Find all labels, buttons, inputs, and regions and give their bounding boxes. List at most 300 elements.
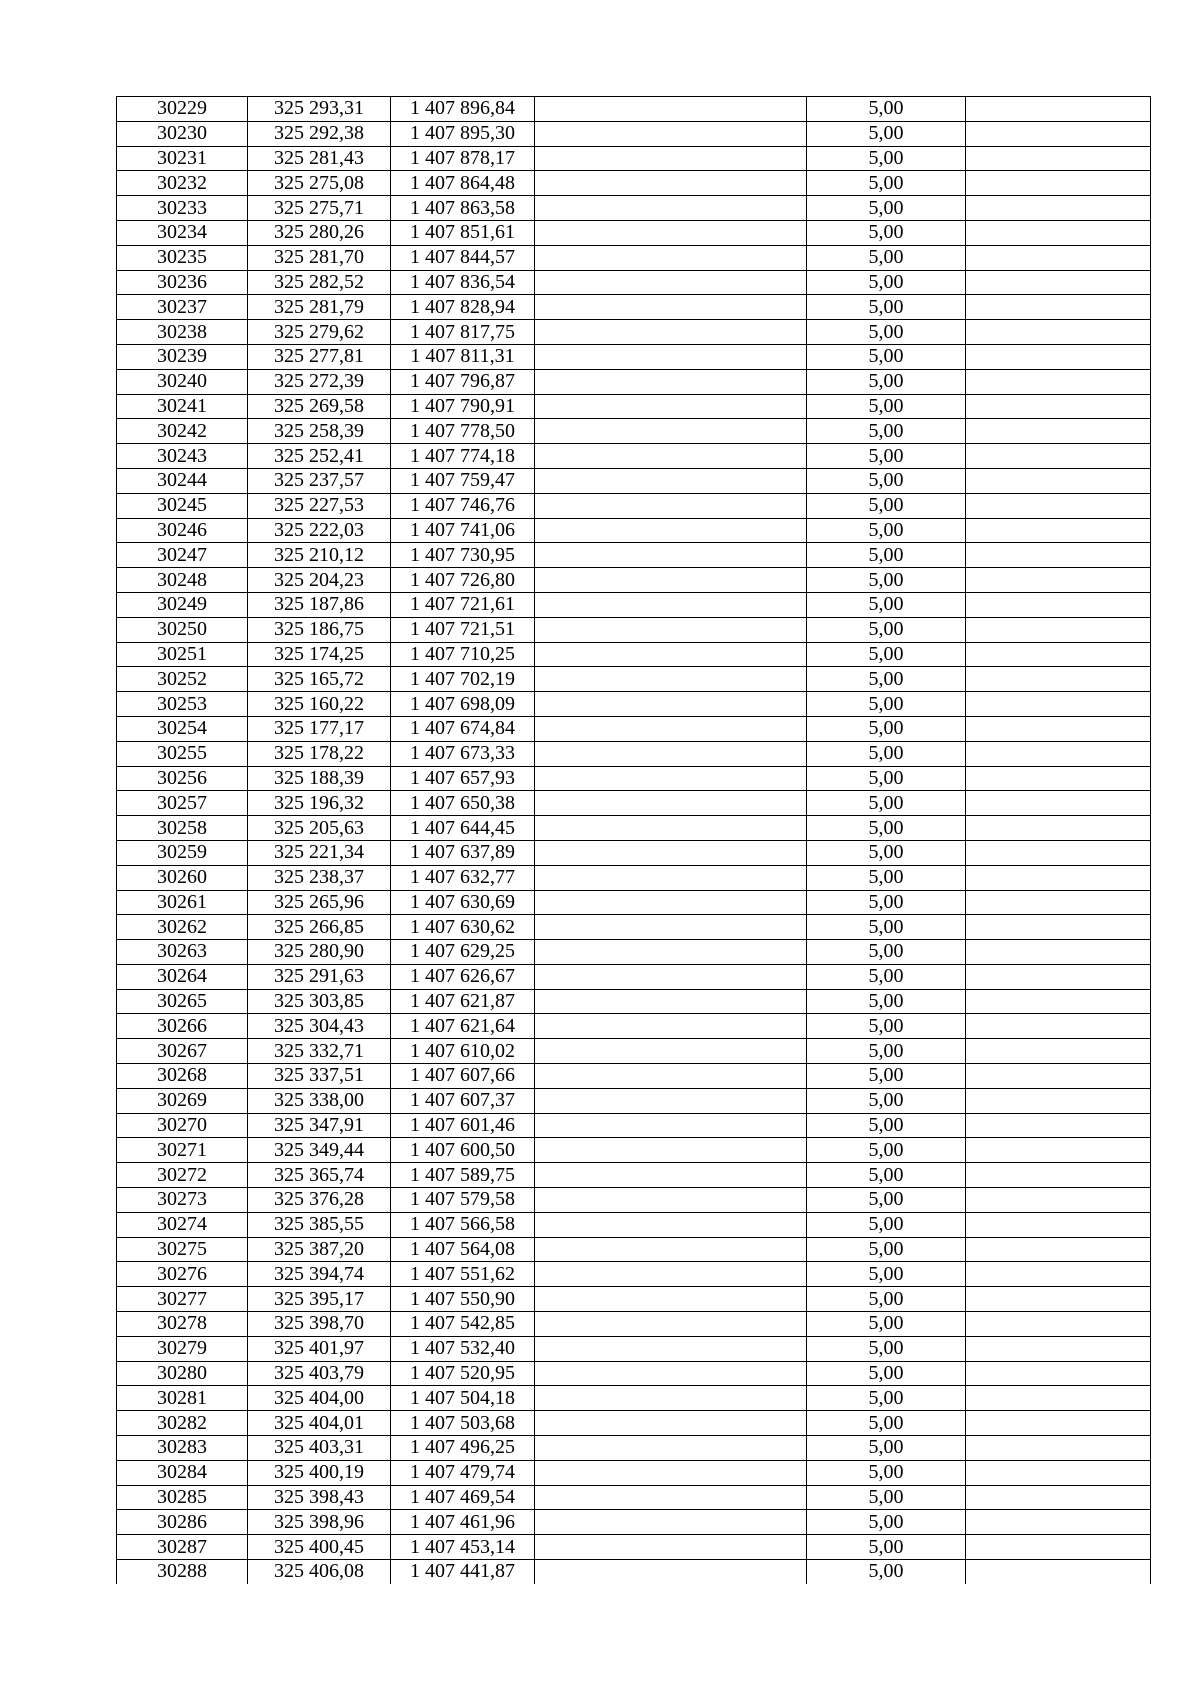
width-value-cell: 5,00 bbox=[807, 1113, 966, 1138]
table-row bbox=[117, 1212, 1151, 1237]
table-row bbox=[117, 642, 1151, 667]
y-coordinate-cell: 1 407 730,95 bbox=[391, 543, 535, 568]
x-coordinate-cell: 325 282,52 bbox=[248, 270, 391, 295]
table-row bbox=[117, 667, 1151, 692]
y-coordinate-cell: 1 407 637,89 bbox=[391, 840, 535, 865]
x-coordinate-cell: 325 400,45 bbox=[248, 1535, 391, 1560]
table-row bbox=[117, 890, 1151, 915]
width-value-cell: 5,00 bbox=[807, 1436, 966, 1461]
table-row bbox=[117, 369, 1151, 394]
x-coordinate-cell: 325 398,96 bbox=[248, 1510, 391, 1535]
empty-cell bbox=[535, 543, 807, 568]
table-row bbox=[117, 171, 1151, 196]
point-number-cell: 30277 bbox=[117, 1287, 248, 1312]
note-cell bbox=[966, 964, 1151, 989]
y-coordinate-cell: 1 407 520,95 bbox=[391, 1361, 535, 1386]
point-number-cell: 30251 bbox=[117, 642, 248, 667]
y-coordinate-cell: 1 407 673,33 bbox=[391, 741, 535, 766]
empty-cell bbox=[535, 1460, 807, 1485]
note-cell bbox=[966, 716, 1151, 741]
y-coordinate-cell: 1 407 726,80 bbox=[391, 568, 535, 593]
y-coordinate-cell: 1 407 702,19 bbox=[391, 667, 535, 692]
x-coordinate-cell: 325 337,51 bbox=[248, 1064, 391, 1089]
point-number-cell: 30273 bbox=[117, 1188, 248, 1213]
y-coordinate-cell: 1 407 453,14 bbox=[391, 1535, 535, 1560]
y-coordinate-cell: 1 407 741,06 bbox=[391, 518, 535, 543]
empty-cell bbox=[535, 667, 807, 692]
y-coordinate-cell: 1 407 774,18 bbox=[391, 444, 535, 469]
point-number-cell: 30271 bbox=[117, 1138, 248, 1163]
x-coordinate-cell: 325 338,00 bbox=[248, 1088, 391, 1113]
note-cell bbox=[966, 1014, 1151, 1039]
note-cell bbox=[966, 989, 1151, 1014]
point-number-cell: 30230 bbox=[117, 121, 248, 146]
table-row bbox=[117, 1014, 1151, 1039]
y-coordinate-cell: 1 407 621,87 bbox=[391, 989, 535, 1014]
empty-cell bbox=[535, 1386, 807, 1411]
y-coordinate-cell: 1 407 621,64 bbox=[391, 1014, 535, 1039]
width-value-cell: 5,00 bbox=[807, 692, 966, 717]
empty-cell bbox=[535, 1138, 807, 1163]
point-number-cell: 30239 bbox=[117, 344, 248, 369]
table-row bbox=[117, 915, 1151, 940]
y-coordinate-cell: 1 407 550,90 bbox=[391, 1287, 535, 1312]
width-value-cell: 5,00 bbox=[807, 940, 966, 965]
point-number-cell: 30281 bbox=[117, 1386, 248, 1411]
y-coordinate-cell: 1 407 600,50 bbox=[391, 1138, 535, 1163]
empty-cell bbox=[535, 1064, 807, 1089]
width-value-cell: 5,00 bbox=[807, 171, 966, 196]
empty-cell bbox=[535, 196, 807, 221]
x-coordinate-cell: 325 266,85 bbox=[248, 915, 391, 940]
note-cell bbox=[966, 97, 1151, 122]
table-row bbox=[117, 1188, 1151, 1213]
table-row bbox=[117, 1361, 1151, 1386]
point-number-cell: 30267 bbox=[117, 1039, 248, 1064]
width-value-cell: 5,00 bbox=[807, 1411, 966, 1436]
point-number-cell: 30229 bbox=[117, 97, 248, 122]
y-coordinate-cell: 1 407 607,66 bbox=[391, 1064, 535, 1089]
empty-cell bbox=[535, 865, 807, 890]
empty-cell bbox=[535, 1113, 807, 1138]
empty-cell bbox=[535, 444, 807, 469]
x-coordinate-cell: 325 349,44 bbox=[248, 1138, 391, 1163]
point-number-cell: 30272 bbox=[117, 1163, 248, 1188]
y-coordinate-cell: 1 407 644,45 bbox=[391, 816, 535, 841]
note-cell bbox=[966, 1386, 1151, 1411]
point-number-cell: 30252 bbox=[117, 667, 248, 692]
width-value-cell: 5,00 bbox=[807, 369, 966, 394]
width-value-cell: 5,00 bbox=[807, 295, 966, 320]
width-value-cell: 5,00 bbox=[807, 543, 966, 568]
point-number-cell: 30232 bbox=[117, 171, 248, 196]
table-row bbox=[117, 220, 1151, 245]
point-number-cell: 30286 bbox=[117, 1510, 248, 1535]
width-value-cell: 5,00 bbox=[807, 1535, 966, 1560]
y-coordinate-cell: 1 407 504,18 bbox=[391, 1386, 535, 1411]
point-number-cell: 30231 bbox=[117, 146, 248, 171]
x-coordinate-cell: 325 281,70 bbox=[248, 245, 391, 270]
y-coordinate-cell: 1 407 674,84 bbox=[391, 716, 535, 741]
empty-cell bbox=[535, 1336, 807, 1361]
note-cell bbox=[966, 146, 1151, 171]
x-coordinate-cell: 325 395,17 bbox=[248, 1287, 391, 1312]
note-cell bbox=[966, 1138, 1151, 1163]
y-coordinate-cell: 1 407 601,46 bbox=[391, 1113, 535, 1138]
point-number-cell: 30257 bbox=[117, 791, 248, 816]
point-number-cell: 30248 bbox=[117, 568, 248, 593]
empty-cell bbox=[535, 1039, 807, 1064]
x-coordinate-cell: 325 269,58 bbox=[248, 394, 391, 419]
x-coordinate-cell: 325 275,71 bbox=[248, 196, 391, 221]
table-row bbox=[117, 295, 1151, 320]
note-cell bbox=[966, 1436, 1151, 1461]
x-coordinate-cell: 325 237,57 bbox=[248, 468, 391, 493]
empty-cell bbox=[535, 220, 807, 245]
note-cell bbox=[966, 816, 1151, 841]
note-cell bbox=[966, 320, 1151, 345]
y-coordinate-cell: 1 407 863,58 bbox=[391, 196, 535, 221]
point-number-cell: 30254 bbox=[117, 716, 248, 741]
empty-cell bbox=[535, 1262, 807, 1287]
y-coordinate-cell: 1 407 759,47 bbox=[391, 468, 535, 493]
x-coordinate-cell: 325 222,03 bbox=[248, 518, 391, 543]
width-value-cell: 5,00 bbox=[807, 1386, 966, 1411]
table-row bbox=[117, 964, 1151, 989]
x-coordinate-cell: 325 332,71 bbox=[248, 1039, 391, 1064]
width-value-cell: 5,00 bbox=[807, 1312, 966, 1337]
table-row bbox=[117, 1460, 1151, 1485]
note-cell bbox=[966, 468, 1151, 493]
y-coordinate-cell: 1 407 698,09 bbox=[391, 692, 535, 717]
y-coordinate-cell: 1 407 836,54 bbox=[391, 270, 535, 295]
y-coordinate-cell: 1 407 650,38 bbox=[391, 791, 535, 816]
width-value-cell: 5,00 bbox=[807, 518, 966, 543]
point-number-cell: 30250 bbox=[117, 617, 248, 642]
note-cell bbox=[966, 1287, 1151, 1312]
y-coordinate-cell: 1 407 469,54 bbox=[391, 1485, 535, 1510]
note-cell bbox=[966, 592, 1151, 617]
table-row bbox=[117, 940, 1151, 965]
point-number-cell: 30269 bbox=[117, 1088, 248, 1113]
x-coordinate-cell: 325 281,43 bbox=[248, 146, 391, 171]
width-value-cell: 5,00 bbox=[807, 320, 966, 345]
table-row bbox=[117, 617, 1151, 642]
table-row bbox=[117, 1064, 1151, 1089]
x-coordinate-cell: 325 205,63 bbox=[248, 816, 391, 841]
width-value-cell: 5,00 bbox=[807, 468, 966, 493]
x-coordinate-cell: 325 403,31 bbox=[248, 1436, 391, 1461]
note-cell bbox=[966, 220, 1151, 245]
point-number-cell: 30278 bbox=[117, 1312, 248, 1337]
y-coordinate-cell: 1 407 632,77 bbox=[391, 865, 535, 890]
width-value-cell: 5,00 bbox=[807, 617, 966, 642]
empty-cell bbox=[535, 1510, 807, 1535]
empty-cell bbox=[535, 295, 807, 320]
note-cell bbox=[966, 270, 1151, 295]
point-number-cell: 30244 bbox=[117, 468, 248, 493]
point-number-cell: 30268 bbox=[117, 1064, 248, 1089]
note-cell bbox=[966, 890, 1151, 915]
note-cell bbox=[966, 791, 1151, 816]
note-cell bbox=[966, 369, 1151, 394]
width-value-cell: 5,00 bbox=[807, 667, 966, 692]
y-coordinate-cell: 1 407 895,30 bbox=[391, 121, 535, 146]
point-number-cell: 30274 bbox=[117, 1212, 248, 1237]
empty-cell bbox=[535, 1411, 807, 1436]
y-coordinate-cell: 1 407 796,87 bbox=[391, 369, 535, 394]
note-cell bbox=[966, 568, 1151, 593]
width-value-cell: 5,00 bbox=[807, 245, 966, 270]
x-coordinate-cell: 325 403,79 bbox=[248, 1361, 391, 1386]
width-value-cell: 5,00 bbox=[807, 1064, 966, 1089]
width-value-cell: 5,00 bbox=[807, 1262, 966, 1287]
note-cell bbox=[966, 444, 1151, 469]
x-coordinate-cell: 325 178,22 bbox=[248, 741, 391, 766]
empty-cell bbox=[535, 716, 807, 741]
table-row bbox=[117, 1163, 1151, 1188]
empty-cell bbox=[535, 369, 807, 394]
note-cell bbox=[966, 940, 1151, 965]
width-value-cell: 5,00 bbox=[807, 592, 966, 617]
x-coordinate-cell: 325 401,97 bbox=[248, 1336, 391, 1361]
empty-cell bbox=[535, 1287, 807, 1312]
y-coordinate-cell: 1 407 864,48 bbox=[391, 171, 535, 196]
width-value-cell: 5,00 bbox=[807, 1361, 966, 1386]
x-coordinate-cell: 325 275,08 bbox=[248, 171, 391, 196]
y-coordinate-cell: 1 407 542,85 bbox=[391, 1312, 535, 1337]
width-value-cell: 5,00 bbox=[807, 97, 966, 122]
point-number-cell: 30280 bbox=[117, 1361, 248, 1386]
note-cell bbox=[966, 295, 1151, 320]
point-number-cell: 30279 bbox=[117, 1336, 248, 1361]
point-number-cell: 30265 bbox=[117, 989, 248, 1014]
width-value-cell: 5,00 bbox=[807, 964, 966, 989]
empty-cell bbox=[535, 419, 807, 444]
x-coordinate-cell: 325 277,81 bbox=[248, 344, 391, 369]
width-value-cell: 5,00 bbox=[807, 1237, 966, 1262]
y-coordinate-cell: 1 407 896,84 bbox=[391, 97, 535, 122]
point-number-cell: 30288 bbox=[117, 1560, 248, 1584]
note-cell bbox=[966, 865, 1151, 890]
note-cell bbox=[966, 245, 1151, 270]
empty-cell bbox=[535, 1436, 807, 1461]
note-cell bbox=[966, 1460, 1151, 1485]
x-coordinate-cell: 325 258,39 bbox=[248, 419, 391, 444]
y-coordinate-cell: 1 407 566,58 bbox=[391, 1212, 535, 1237]
point-number-cell: 30255 bbox=[117, 741, 248, 766]
x-coordinate-cell: 325 394,74 bbox=[248, 1262, 391, 1287]
table-row bbox=[117, 146, 1151, 171]
point-number-cell: 30253 bbox=[117, 692, 248, 717]
x-coordinate-cell: 325 280,26 bbox=[248, 220, 391, 245]
table-row bbox=[117, 766, 1151, 791]
note-cell bbox=[966, 1088, 1151, 1113]
table-row bbox=[117, 245, 1151, 270]
table-row bbox=[117, 493, 1151, 518]
empty-cell bbox=[535, 1485, 807, 1510]
point-number-cell: 30256 bbox=[117, 766, 248, 791]
point-number-cell: 30247 bbox=[117, 543, 248, 568]
x-coordinate-cell: 325 365,74 bbox=[248, 1163, 391, 1188]
point-number-cell: 30238 bbox=[117, 320, 248, 345]
empty-cell bbox=[535, 592, 807, 617]
y-coordinate-cell: 1 407 844,57 bbox=[391, 245, 535, 270]
point-number-cell: 30236 bbox=[117, 270, 248, 295]
note-cell bbox=[966, 1188, 1151, 1213]
point-number-cell: 30240 bbox=[117, 369, 248, 394]
width-value-cell: 5,00 bbox=[807, 1014, 966, 1039]
note-cell bbox=[966, 1485, 1151, 1510]
empty-cell bbox=[535, 468, 807, 493]
point-number-cell: 30282 bbox=[117, 1411, 248, 1436]
table-row bbox=[117, 791, 1151, 816]
table-row bbox=[117, 270, 1151, 295]
note-cell bbox=[966, 642, 1151, 667]
y-coordinate-cell: 1 407 532,40 bbox=[391, 1336, 535, 1361]
table-row bbox=[117, 121, 1151, 146]
table-row bbox=[117, 741, 1151, 766]
width-value-cell: 5,00 bbox=[807, 989, 966, 1014]
empty-cell bbox=[535, 1212, 807, 1237]
width-value-cell: 5,00 bbox=[807, 568, 966, 593]
note-cell bbox=[966, 915, 1151, 940]
x-coordinate-cell: 325 293,31 bbox=[248, 97, 391, 122]
x-coordinate-cell: 325 227,53 bbox=[248, 493, 391, 518]
x-coordinate-cell: 325 265,96 bbox=[248, 890, 391, 915]
note-cell bbox=[966, 1039, 1151, 1064]
y-coordinate-cell: 1 407 496,25 bbox=[391, 1436, 535, 1461]
y-coordinate-cell: 1 407 790,91 bbox=[391, 394, 535, 419]
y-coordinate-cell: 1 407 629,25 bbox=[391, 940, 535, 965]
width-value-cell: 5,00 bbox=[807, 220, 966, 245]
point-number-cell: 30237 bbox=[117, 295, 248, 320]
empty-cell bbox=[535, 816, 807, 841]
x-coordinate-cell: 325 210,12 bbox=[248, 543, 391, 568]
point-number-cell: 30285 bbox=[117, 1485, 248, 1510]
empty-cell bbox=[535, 394, 807, 419]
empty-cell bbox=[535, 344, 807, 369]
table-row bbox=[117, 1560, 1151, 1584]
table-row bbox=[117, 1287, 1151, 1312]
y-coordinate-cell: 1 407 630,62 bbox=[391, 915, 535, 940]
x-coordinate-cell: 325 404,01 bbox=[248, 1411, 391, 1436]
x-coordinate-cell: 325 177,17 bbox=[248, 716, 391, 741]
y-coordinate-cell: 1 407 657,93 bbox=[391, 766, 535, 791]
coordinates-table bbox=[116, 96, 1151, 1584]
note-cell bbox=[966, 171, 1151, 196]
width-value-cell: 5,00 bbox=[807, 1188, 966, 1213]
empty-cell bbox=[535, 1188, 807, 1213]
note-cell bbox=[966, 1361, 1151, 1386]
table-row bbox=[117, 716, 1151, 741]
note-cell bbox=[966, 543, 1151, 568]
x-coordinate-cell: 325 347,91 bbox=[248, 1113, 391, 1138]
x-coordinate-cell: 325 304,43 bbox=[248, 1014, 391, 1039]
x-coordinate-cell: 325 376,28 bbox=[248, 1188, 391, 1213]
y-coordinate-cell: 1 407 626,67 bbox=[391, 964, 535, 989]
table-row bbox=[117, 568, 1151, 593]
x-coordinate-cell: 325 204,23 bbox=[248, 568, 391, 593]
width-value-cell: 5,00 bbox=[807, 419, 966, 444]
empty-cell bbox=[535, 840, 807, 865]
table-row bbox=[117, 1485, 1151, 1510]
empty-cell bbox=[535, 1312, 807, 1337]
y-coordinate-cell: 1 407 461,96 bbox=[391, 1510, 535, 1535]
table-row bbox=[117, 1535, 1151, 1560]
point-number-cell: 30234 bbox=[117, 220, 248, 245]
table-row bbox=[117, 1088, 1151, 1113]
table-row bbox=[117, 840, 1151, 865]
x-coordinate-cell: 325 187,86 bbox=[248, 592, 391, 617]
empty-cell bbox=[535, 568, 807, 593]
empty-cell bbox=[535, 146, 807, 171]
table-row bbox=[117, 1436, 1151, 1461]
x-coordinate-cell: 325 406,08 bbox=[248, 1560, 391, 1584]
empty-cell bbox=[535, 320, 807, 345]
width-value-cell: 5,00 bbox=[807, 1138, 966, 1163]
empty-cell bbox=[535, 642, 807, 667]
y-coordinate-cell: 1 407 778,50 bbox=[391, 419, 535, 444]
width-value-cell: 5,00 bbox=[807, 791, 966, 816]
point-number-cell: 30259 bbox=[117, 840, 248, 865]
x-coordinate-cell: 325 385,55 bbox=[248, 1212, 391, 1237]
y-coordinate-cell: 1 407 607,37 bbox=[391, 1088, 535, 1113]
table-row bbox=[117, 865, 1151, 890]
point-number-cell: 30276 bbox=[117, 1262, 248, 1287]
table-row bbox=[117, 1411, 1151, 1436]
x-coordinate-cell: 325 292,38 bbox=[248, 121, 391, 146]
empty-cell bbox=[535, 1560, 807, 1584]
point-number-cell: 30243 bbox=[117, 444, 248, 469]
note-cell bbox=[966, 344, 1151, 369]
width-value-cell: 5,00 bbox=[807, 816, 966, 841]
width-value-cell: 5,00 bbox=[807, 1336, 966, 1361]
point-number-cell: 30270 bbox=[117, 1113, 248, 1138]
table-row bbox=[117, 1510, 1151, 1535]
table-row bbox=[117, 518, 1151, 543]
width-value-cell: 5,00 bbox=[807, 1485, 966, 1510]
note-cell bbox=[966, 1411, 1151, 1436]
x-coordinate-cell: 325 387,20 bbox=[248, 1237, 391, 1262]
width-value-cell: 5,00 bbox=[807, 1460, 966, 1485]
empty-cell bbox=[535, 766, 807, 791]
y-coordinate-cell: 1 407 746,76 bbox=[391, 493, 535, 518]
y-coordinate-cell: 1 407 811,31 bbox=[391, 344, 535, 369]
width-value-cell: 5,00 bbox=[807, 1510, 966, 1535]
empty-cell bbox=[535, 617, 807, 642]
x-coordinate-cell: 325 221,34 bbox=[248, 840, 391, 865]
y-coordinate-cell: 1 407 710,25 bbox=[391, 642, 535, 667]
width-value-cell: 5,00 bbox=[807, 840, 966, 865]
note-cell bbox=[966, 1312, 1151, 1337]
width-value-cell: 5,00 bbox=[807, 344, 966, 369]
note-cell bbox=[966, 1212, 1151, 1237]
table-row bbox=[117, 419, 1151, 444]
point-number-cell: 30233 bbox=[117, 196, 248, 221]
empty-cell bbox=[535, 1163, 807, 1188]
width-value-cell: 5,00 bbox=[807, 1560, 966, 1584]
y-coordinate-cell: 1 407 610,02 bbox=[391, 1039, 535, 1064]
table-row bbox=[117, 344, 1151, 369]
table-row bbox=[117, 989, 1151, 1014]
point-number-cell: 30275 bbox=[117, 1237, 248, 1262]
x-coordinate-cell: 325 160,22 bbox=[248, 692, 391, 717]
y-coordinate-cell: 1 407 828,94 bbox=[391, 295, 535, 320]
table-row bbox=[117, 468, 1151, 493]
point-number-cell: 30235 bbox=[117, 245, 248, 270]
x-coordinate-cell: 325 174,25 bbox=[248, 642, 391, 667]
